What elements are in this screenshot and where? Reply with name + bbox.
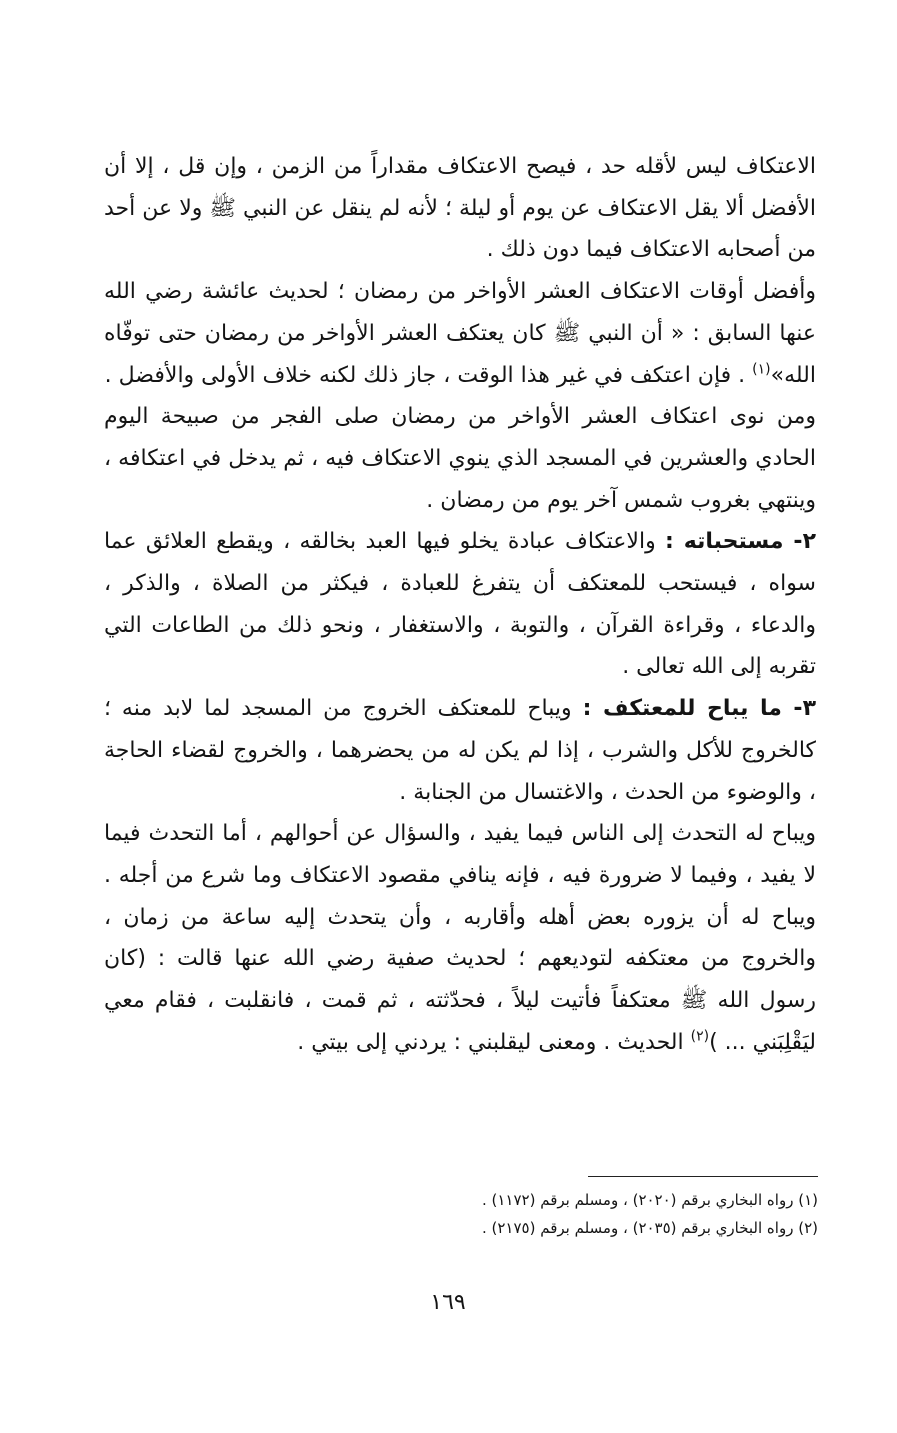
paragraph-4 <box>104 521 816 688</box>
paragraph-2-tail: . فإن اعتكف في غير هذا الوقت ، جاز ذلك لكنه خلاف الأولى والأفضل . <box>104 362 753 388</box>
paragraph-6-text: ويباح له التحدث إلى الناس فيما يفيد ، والسؤال عن أحوالهم ، أما التحدث فيما لا يفيد ، وفيما لا ضرورة فيه ، فإنه ينافي مقصود الاعتكاف وما شرع من أجله . ويباح له أن يزوره بعض أهله وأقاربه ، وأن يتحدث إليه ساعة من زمان ، والخروج من معتكفه لتوديعهم ؛ لحديث صفية رضي الله عنها قالت : (كان رسول الله ﷺ معتكفاً فأتيت ليلاً ، فحدّثته ، ثم قمت ، فانقلبت ، فقام معي ليَقْلِبَني ... ) <box>104 821 816 1055</box>
paragraph-6 <box>104 813 816 1063</box>
footnote-ref-1: (١) <box>752 361 771 378</box>
paragraph-2-text: وأفضل أوقات الاعتكاف العشر الأواخر من رمضان ؛ لحديث عائشة رضي الله عنها السابق : « أن النبي ﷺ كان يعتكف العشر الأواخر من رمضان حتى توفّاه الله» <box>104 279 816 388</box>
page-number: ١٦٩ <box>430 1290 466 1315</box>
footnote-1: (١) رواه البخاري برقم (٢٠٢٠) ، ومسلم برقم (١١٧٢) . <box>481 1191 818 1209</box>
paragraph-4-text: والاعتكاف عبادة يخلو فيها العبد بخالقه ، ويقطع العلائق عما سواه ، فيستحب للمعتكف أن يتفرغ للعبادة ، فيكثر من الصلاة ، والذكر ، والدعاء ، وقراءة القرآن ، والتوبة ، والاستغفار ، ونحو ذلك من الطاعات التي تقربه إلى الله تعالى . <box>104 529 816 680</box>
paragraph-5-text: ويباح للمعتكف الخروج من المسجد لما لابد منه ؛ كالخروج للأكل والشرب ، إذا لم يكن له من يحضرهما ، والخروج لقضاء الحاجة ، والوضوء من الحدث ، والاغتسال من الجنابة . <box>104 696 816 805</box>
footnote-divider <box>588 1176 818 1177</box>
footnote-ref-2: (٢) <box>690 1028 710 1045</box>
paragraph-3-text: ومن نوى اعتكاف العشر الأواخر من رمضان صلى الفجر من صبيحة اليوم الحادي والعشرين في المسجد الذي ينوي الاعتكاف فيه ، ثم يدخل في اعتكافه ، وينتهي بغروب شمس آخر يوم من رمضان . <box>104 404 816 513</box>
paragraph-3 <box>104 396 816 521</box>
paragraph-5 <box>104 688 816 813</box>
paragraph-6-tail: الحديث . ومعنى ليقلبني : يردني إلى بيتي . <box>297 1029 691 1055</box>
main-text <box>104 146 816 1063</box>
section-heading-mustahabbat: ٢- مستحباته : <box>665 529 816 555</box>
footnotes <box>300 1186 818 1242</box>
paragraph-2 <box>104 271 816 396</box>
footnote-2: (٢) رواه البخاري برقم (٢٠٣٥) ، ومسلم برقم (٢١٧٥) . <box>481 1219 818 1237</box>
paragraph-1 <box>104 146 816 271</box>
paragraph-1-text: الاعتكاف ليس لأقله حد ، فيصح الاعتكاف مقداراً من الزمن ، وإن قل ، إلا أن الأفضل ألا يقل الاعتكاف عن يوم أو ليلة ؛ لأنه لم ينقل عن النبي ﷺ ولا عن أحد من أصحابه الاعتكاف فيما دون ذلك . <box>104 154 816 263</box>
section-heading-mubah: ٣- ما يباح للمعتكف : <box>582 696 816 722</box>
